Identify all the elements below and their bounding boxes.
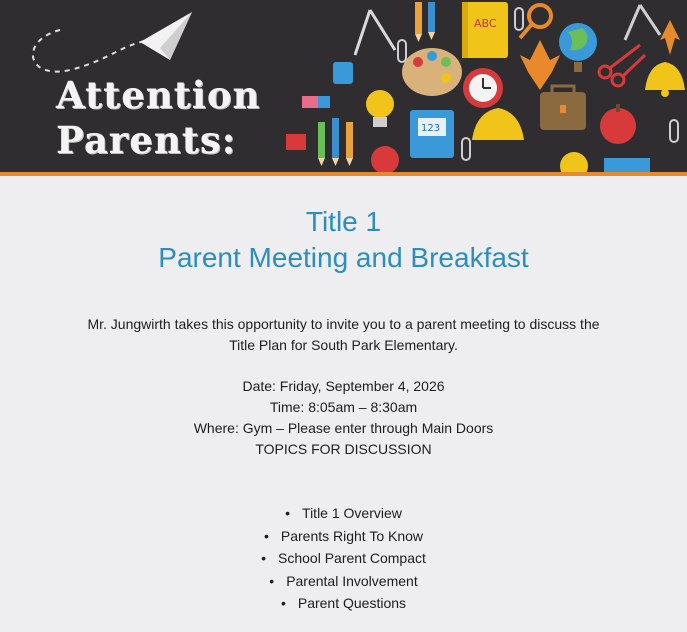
meeting-details: [0, 376, 687, 460]
compass-icon: [355, 10, 395, 55]
magnifier-icon: [520, 5, 551, 38]
topics-label: TOPICS FOR DISCUSSION: [255, 441, 432, 457]
header-banner: [0, 0, 687, 172]
sun-icon: [560, 152, 588, 172]
banner-title-line1: Attention: [56, 73, 261, 117]
scissors-icon: [599, 45, 645, 86]
banner-title: [56, 74, 260, 161]
sharpener-icon: [333, 62, 353, 84]
dashed-path-decoration: [33, 30, 150, 72]
leaf-icon: [520, 40, 560, 90]
meeting-time: Time: 8:05am – 8:30am: [269, 399, 418, 415]
compass-icon: [625, 5, 660, 40]
banner-title-line2: Parents:: [56, 118, 237, 162]
heading-line1: Title 1: [305, 206, 382, 237]
leaf-icon: [660, 20, 680, 55]
bell-icon: [645, 62, 685, 97]
list-item: • Parent Questions: [0, 592, 687, 615]
binder-clip-icon: [286, 134, 306, 150]
apple-icon: [600, 104, 636, 144]
flyer-body: [0, 176, 687, 615]
topics-list: [0, 502, 687, 615]
paint-palette-icon: [402, 48, 462, 96]
pencil-icon: [415, 2, 422, 42]
meeting-location: Where: Gym – Please enter through Main Doors: [193, 420, 494, 436]
notebook-icon: [410, 110, 454, 158]
heading-line2: Parent Meeting and Breakfast: [158, 242, 529, 273]
pencil-icon: [346, 122, 353, 166]
notebook-label: 123: [421, 123, 441, 134]
schoolbag-icon: [540, 86, 586, 130]
bell-icon: [472, 108, 524, 140]
meeting-date: Date: Friday, September 4, 2026: [242, 378, 445, 394]
alarm-clock-icon: [463, 68, 503, 108]
abc-book-icon: [462, 2, 508, 58]
paper-airplane-icon: [140, 12, 192, 60]
list-item: • School Parent Compact: [0, 547, 687, 570]
pencil-icon: [332, 118, 339, 166]
eraser-icon: [302, 96, 330, 108]
lightbulb-icon: [366, 90, 394, 127]
eraser-icon: [604, 158, 650, 172]
list-item: • Parental Involvement: [0, 570, 687, 593]
intro-paragraph: Mr. Jungwirth takes this opportunity to invite you to a parent meeting to discuss the Title Plan for South Park Elementary.: [87, 316, 600, 353]
abc-book-label: ABC: [474, 17, 497, 30]
list-item: • Title 1 Overview: [0, 502, 687, 525]
apple-icon: [371, 146, 399, 172]
pencil-icon: [428, 2, 435, 40]
list-item: • Parents Right To Know: [0, 525, 687, 548]
globe-icon: [559, 23, 597, 72]
pencil-icon: [318, 122, 325, 166]
